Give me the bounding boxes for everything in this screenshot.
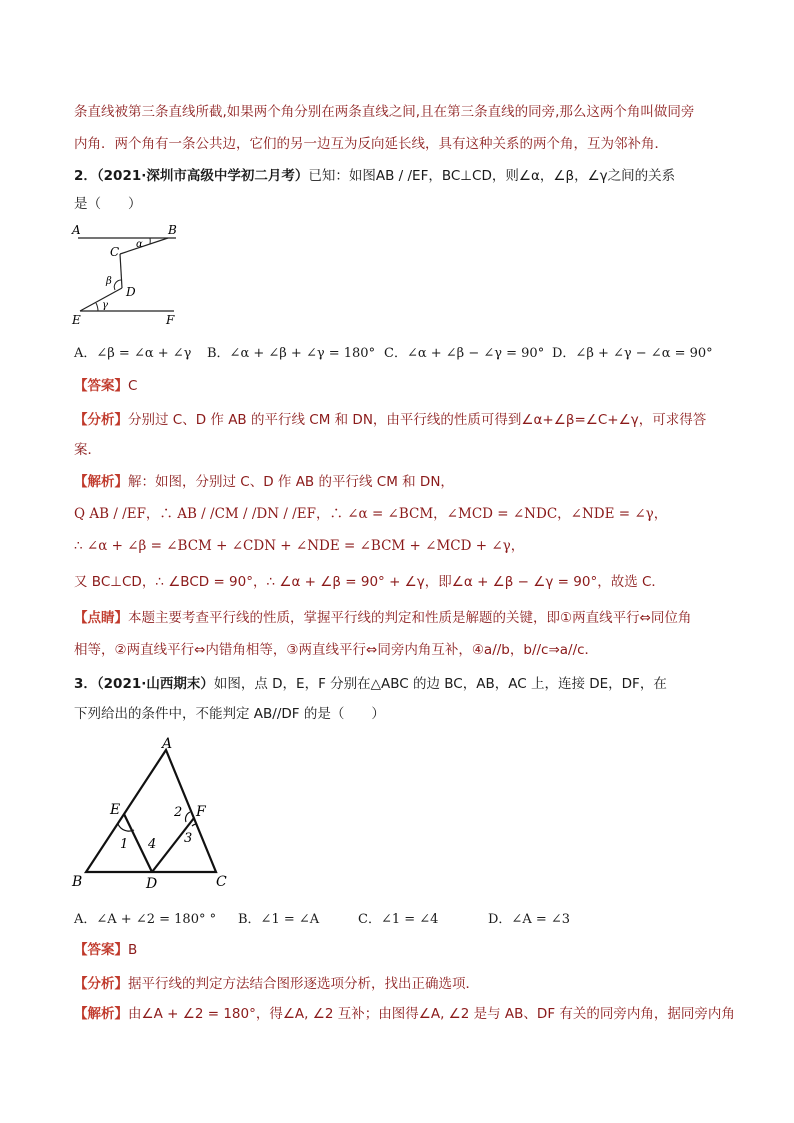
intro-line-1: 条直线被第三条直线所截,如果两个角分别在两条直线之间,且在第三条直线的同旁,那么这两个角叫做同旁	[74, 104, 695, 120]
q2-option-d: D．∠β + ∠γ − ∠α = 90°	[552, 346, 713, 361]
q3-source: （2021·山西期末）	[96, 676, 214, 692]
q3-label-4: 4	[148, 837, 157, 852]
q3-label-c: C	[216, 874, 227, 890]
q3-label-a: A	[162, 736, 173, 752]
q3-label-3: 3	[184, 831, 193, 846]
q3-analysis-text: 据平行线的判定方法结合图形逐选项分析，找出正确选项．	[128, 976, 479, 992]
q2-label-a: A	[72, 223, 81, 237]
q2-label-gamma: γ	[102, 300, 108, 311]
q3-label-d: D	[146, 876, 158, 892]
q3-answer-tag: 【答案】	[74, 942, 128, 958]
q3-label-f: F	[196, 804, 206, 820]
q2-label-f: F	[166, 313, 175, 327]
q2-answer-value: C	[128, 378, 138, 394]
q3-label-b: B	[72, 874, 83, 890]
q2-label-alpha: α	[136, 239, 143, 250]
q3-option-c: C．∠1 = ∠4	[358, 912, 439, 927]
q2-analysis-line-1	[74, 410, 706, 430]
q2-option-b: B．∠α + ∠β + ∠γ = 180°	[207, 346, 376, 361]
q2-label-e: E	[72, 313, 81, 327]
q3-stem: 如图，点 D，E，F 分别在△ABC 的边 BC，AB，AC 上，连接 DE，DF，在	[213, 676, 667, 692]
q2-number: 2．	[74, 168, 97, 184]
q2-solution-line-2: Q AB / /EF，∴ AB / /CM / /DN / /EF，∴ ∠α = ∠BCM，∠MCD = ∠NDC，∠NDE = ∠γ，	[74, 506, 668, 522]
q2-comment-text: 本题主要考查平行线的性质，掌握平行线的判定和性质是解题的关键，即①两直线平行⇔同位角	[128, 610, 692, 626]
q2-source: （2021·深圳市高级中学初二月考）	[96, 168, 309, 184]
q2-label-c: C	[110, 245, 120, 259]
q3-option-b: B．∠1 = ∠A	[238, 912, 320, 927]
q2-option-a: A．∠β = ∠α + ∠γ	[74, 346, 192, 361]
q2-comment-line-1	[74, 608, 691, 628]
q3-solution-tag: 【解析】	[74, 1006, 128, 1022]
q3-answer-value: B	[128, 942, 138, 958]
q3-answer	[74, 940, 137, 960]
q3-analysis-line-1	[74, 974, 479, 994]
q2-solution-line-1	[74, 472, 454, 492]
q3-option-a: A．∠A + ∠2 = 180° °	[74, 912, 217, 927]
q2-solution-text: 解：如图，分别过 C、D 作 AB 的平行线 CM 和 DN，	[128, 474, 454, 490]
q2-figure	[66, 218, 196, 330]
q2-comment-tag: 【点睛】	[74, 610, 128, 626]
q2-solution-line-4: 又 BC⊥CD，∴ ∠BCD = 90°，∴ ∠α + ∠β = 90° + ∠γ，即∠α + ∠β − ∠γ = 90°，故选 C．	[74, 574, 665, 590]
q2-stem-line-1	[74, 166, 675, 186]
q3-solution-line-1	[74, 1004, 735, 1024]
q2-stem-line-2: 是（ ）	[74, 196, 142, 212]
q2-analysis-line-2: 案．	[74, 442, 101, 458]
q3-number: 3．	[74, 676, 97, 692]
q2-label-beta: β	[106, 276, 112, 287]
q2-stem: 已知：如图AB / /EF，BC⊥CD，则∠α，∠β，∠γ之间的关系	[308, 168, 676, 184]
q2-solution-line-3: ∴ ∠α + ∠β = ∠BCM + ∠CDN + ∠NDE = ∠BCM + ∠MCD + ∠γ，	[74, 538, 525, 554]
q2-solution-tag: 【解析】	[74, 474, 128, 490]
q3-label-e: E	[110, 802, 121, 818]
q3-stem-line-2: 下列给出的条件中，不能判定 AB//DF 的是（ ）	[74, 706, 385, 722]
q3-option-d: D．∠A = ∠3	[488, 912, 571, 927]
q3-analysis-tag: 【分析】	[74, 976, 128, 992]
q3-figure	[66, 736, 236, 892]
q2-analysis-tag: 【分析】	[74, 412, 128, 428]
q3-stem-line-1	[74, 674, 667, 694]
q3-label-1: 1	[120, 837, 129, 852]
q3-label-2: 2	[174, 805, 183, 820]
intro-line-2: 内角．两个角有一条公共边，它们的另一边互为反向延长线，具有这种关系的两个角，互为邻补角．	[74, 136, 668, 152]
q2-comment-line-2: 相等，②两直线平行⇔内错角相等，③两直线平行⇔同旁内角互补，④a//b，b//c⇒a//c．	[74, 642, 599, 658]
q2-answer-tag: 【答案】	[74, 378, 128, 394]
q2-label-b: B	[168, 223, 177, 237]
q2-analysis-text: 分别过 C、D 作 AB 的平行线 CM 和 DN，由平行线的性质可得到∠α+∠β=∠C+∠γ，可求得答	[128, 412, 707, 428]
q3-solution-text: 由∠A + ∠2 = 180°，得∠A, ∠2 互补；由图得∠A, ∠2 是与 AB、DF 有关的同旁内角，据同旁内角	[128, 1006, 735, 1022]
q2-option-c: C．∠α + ∠β − ∠γ = 90°	[384, 346, 545, 361]
q2-label-d: D	[126, 285, 136, 299]
q2-answer	[74, 376, 137, 396]
